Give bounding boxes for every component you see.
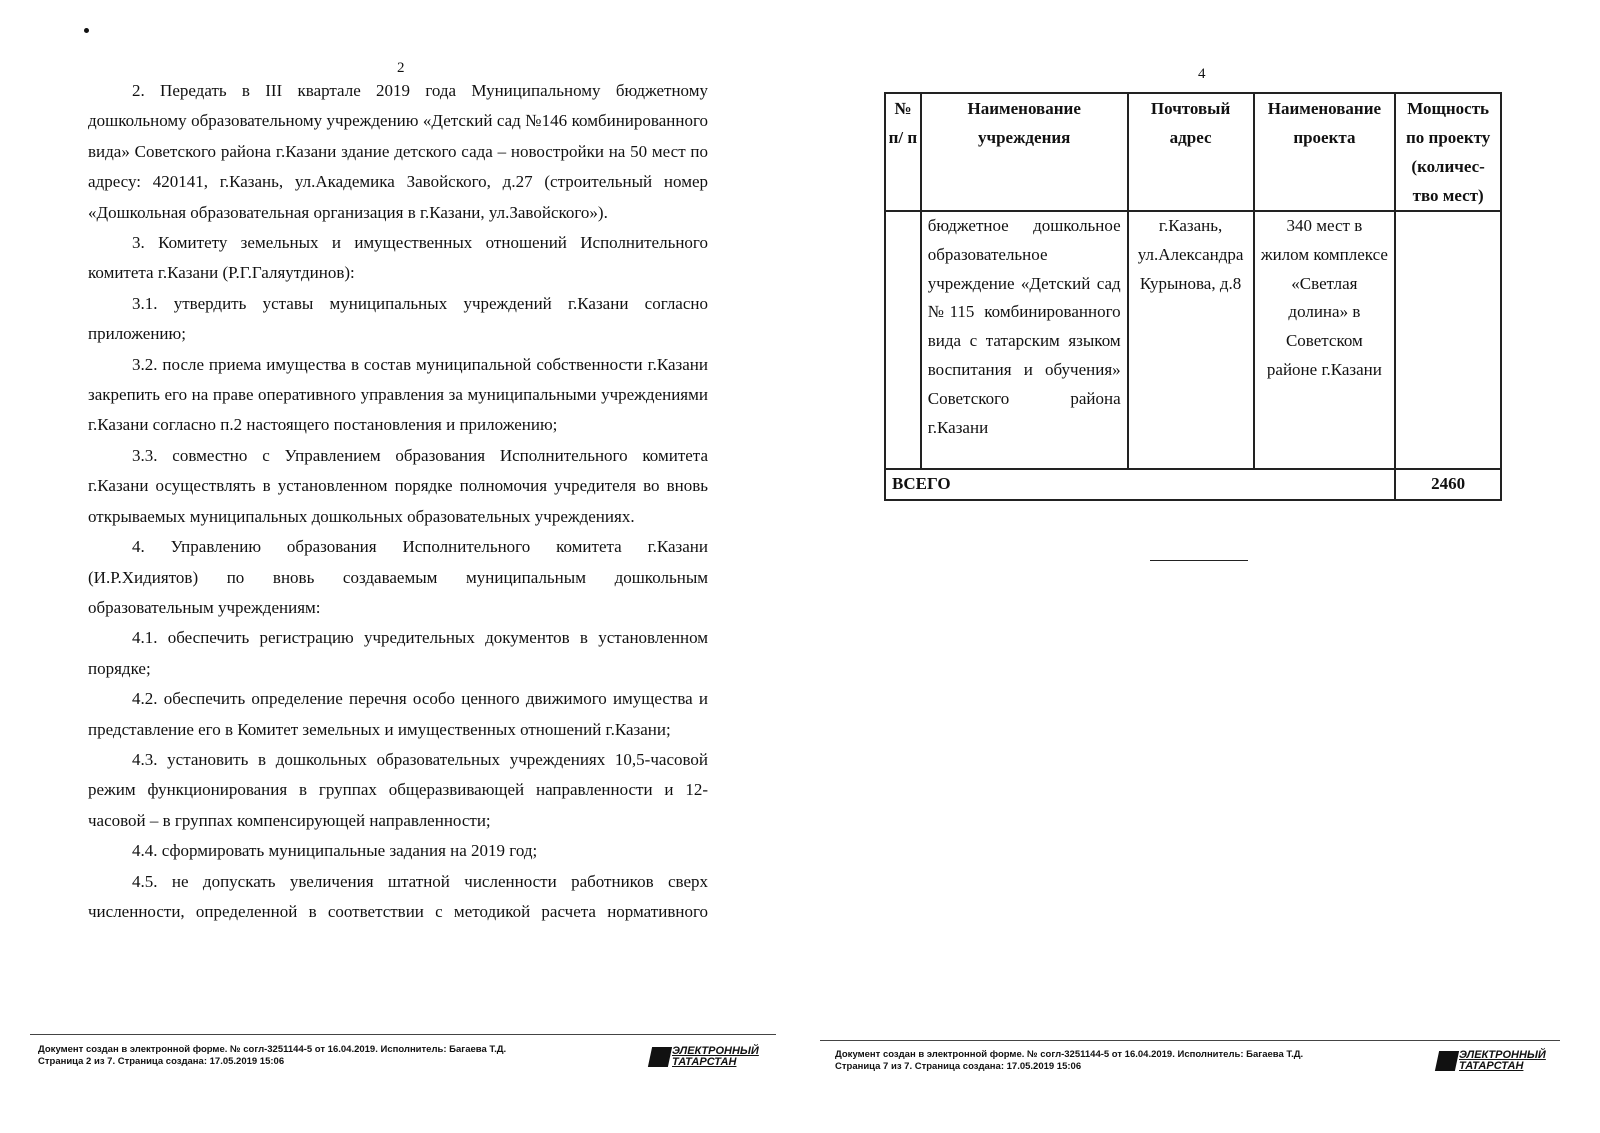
header-cell: № п/ п (885, 93, 921, 211)
table-header-row (885, 93, 1501, 211)
footer-line: Страница 2 из 7. Страница создана: 17.05.2019 15:06 (38, 1056, 285, 1067)
paragraph: 4. Управлению образования Исполнительного комитета г.Казани (И.Р.Хидиятов) по вновь создаваемым муниципальным дошкольным образовательным учреждениям: (88, 537, 708, 617)
header-cell: Почтовый адрес (1128, 93, 1254, 211)
total-value: 2460 (1395, 469, 1501, 500)
cell-project: 340 мест в жилом комплексе «Светлая долина» в Советском районе г.Казани (1254, 211, 1396, 469)
paragraph: 3.3. совместно с Управлением образования Исполнительного комитета г.Казани осуществлять в установленном порядке полномочия учредителя во вновь открываемых муниципальных дошкольных образовательных учреждениях. (88, 445, 708, 526)
left-page-body (88, 76, 708, 927)
scan-speck (84, 28, 89, 33)
institutions-table (884, 92, 1502, 501)
cell-name: бюджетное дошкольное образовательное учреждение «Детский сад №115 комбинированного вида с татарским языком воспитания и обучения» Советского района г.Казани (921, 211, 1128, 469)
paragraph: 4.2. обеспечить определение перечня особо ценного движимого имущества и представление его в Комитет земельных и имущественных отношений г.Казани; (88, 689, 708, 739)
footer-divider-right (820, 1040, 1560, 1041)
paragraph: 4.3. установить в дошкольных образовательных учреждениях 10,5-часовой режим функционирования в группах общеразвивающей направленности и 12-часовой – в группах компенсирующей направленности; (88, 749, 708, 830)
total-label: ВСЕГО (885, 469, 1395, 500)
electronic-tatarstan-logo: ЭЛЕКТРОННЫЙ ТАТАРСТАН (1437, 1050, 1546, 1072)
paragraph: 2. Передать в III квартале 2019 года Муниципальному бюджетному дошкольному образовательному учреждению «Детский сад №146 комбинированного вида» Советского района г.Казани здание детского сада – новостройки на 50 мест по адресу: 420141, г.Казань, ул.Академика Завойского, д.27 (строительный номер «Дошкольная образовательная организация в г.Казани, ул.Завойского»). (88, 81, 708, 222)
header-cell: Мощность по проекту (количес-тво мест) (1395, 93, 1501, 211)
header-cell: Наименование проекта (1254, 93, 1396, 211)
logo-mark-icon (648, 1047, 672, 1067)
paragraph: 4.4. сформировать муниципальные задания на 2019 год; (132, 841, 538, 861)
table-row (885, 211, 1501, 469)
cell-address: г.Казань, ул.Александра Курынова, д.8 (1128, 211, 1254, 469)
paragraph: 3.1. утвердить уставы муниципальных учреждений г.Казани согласно приложению; (88, 293, 708, 344)
page-number-left: 2 (397, 60, 405, 76)
footer-line: Страница 7 из 7. Страница создана: 17.05.2019 15:06 (835, 1061, 1082, 1072)
footer-left (38, 1044, 506, 1068)
page-number-right: 4 (1198, 66, 1206, 82)
footer-right (835, 1049, 1303, 1073)
logo-mark-icon (1435, 1051, 1459, 1071)
paragraph: 4.1. обеспечить регистрацию учредительных документов в установленном порядке; (88, 628, 708, 678)
electronic-tatarstan-logo: ЭЛЕКТРОННЫЙ ТАТАРСТАН (650, 1046, 759, 1068)
header-cell: Наименование учреждения (921, 93, 1128, 211)
footer-divider-left (30, 1034, 776, 1035)
end-separator (1150, 560, 1248, 561)
footer-line: Документ создан в электронной форме. № согл-3251144-5 от 16.04.2019. Исполнитель: Багаева Т.Д. (835, 1049, 1304, 1060)
cell-num (885, 211, 921, 469)
paragraph: 3.2. после приема имущества в состав муниципальной собственности г.Казани закрепить его на праве оперативного управления за муниципальными учреждениями г.Казани согласно п.2 настоящего постановления и приложению; (88, 354, 708, 435)
paragraph: 3. Комитету земельных и имущественных отношений Исполнительного комитета г.Казани (Р.Г.Галяутдинов): (88, 233, 708, 283)
total-row (885, 469, 1501, 500)
footer-line: Документ создан в электронной форме. № согл-3251144-5 от 16.04.2019. Исполнитель: Багаева Т.Д. (38, 1044, 507, 1055)
paragraph: 4.5. не допускать увеличения штатной численности работников сверх численности, определенной в соответствии с методикой расчета нормативного (88, 871, 708, 921)
cell-capacity (1395, 211, 1501, 469)
